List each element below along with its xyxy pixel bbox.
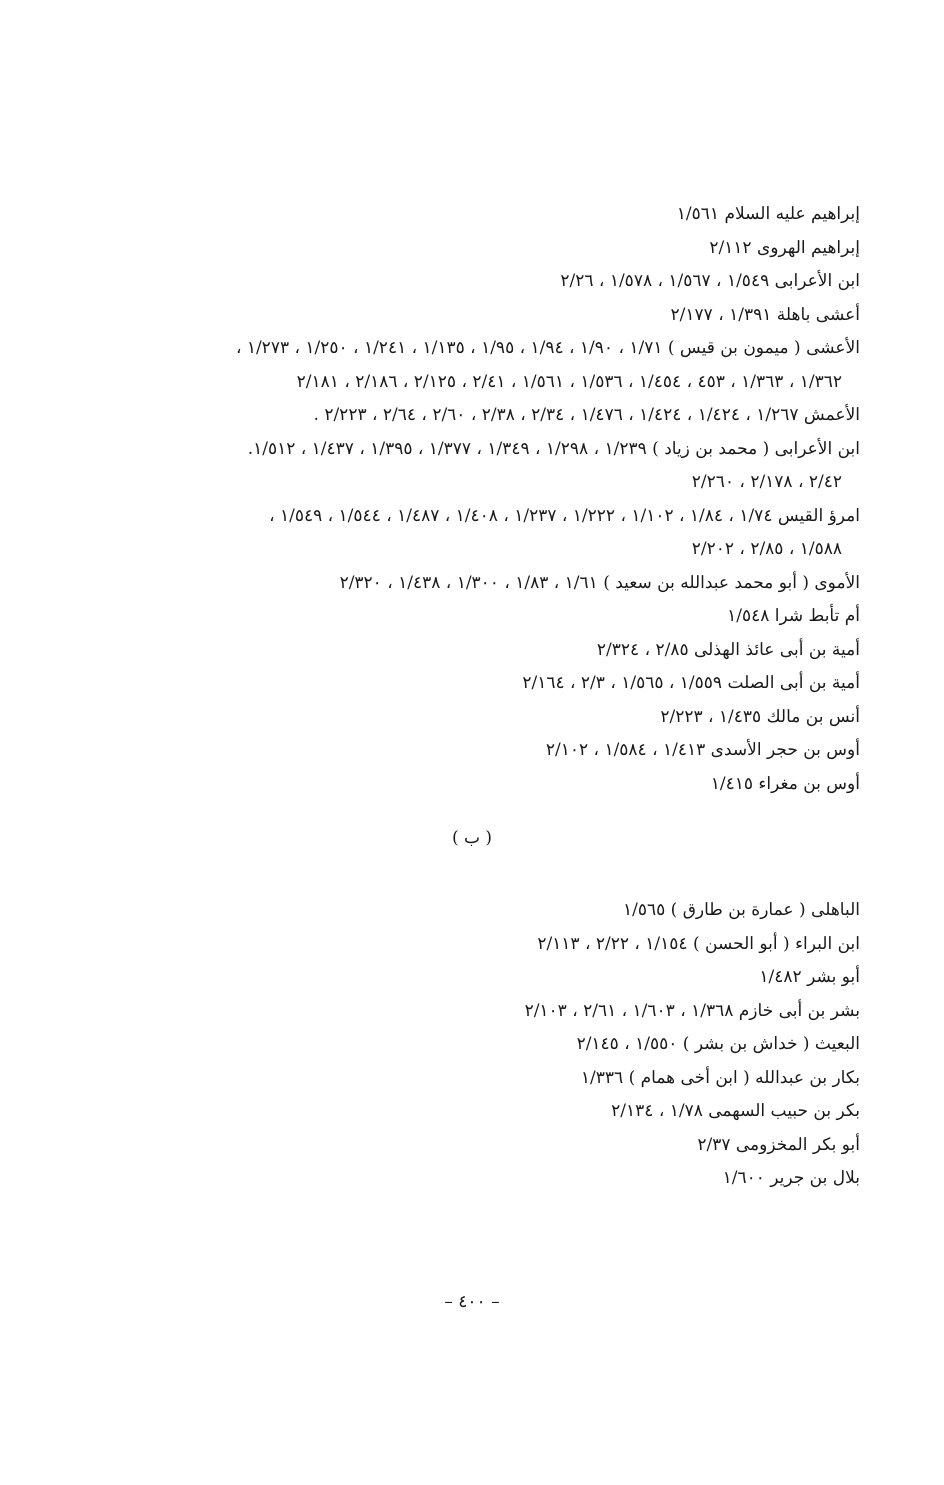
index-entry [105,961,860,995]
entry-text: امرؤ القيس ١/٧٤ ، ١/٨٤ ، ١/١٠٢ ، ١/٢٢٢ ، ١/٢٣٧ ، ١/٤٠٨ ، ١/٤٨٧ ، ١/٥٤٤ ، ١/٥٤٩ ، [269,505,860,526]
index-entry [105,1062,860,1096]
entry-text: ابن الأعرابى ( محمد بن زياد ) ١/٢٣٩ ، ١/٢٩٨ ، ١/٣٤٩ ، ١/٣٧٧ ، ١/٣٩٥ ، ١/٤٣٧ ، ١/٥١٢. [247,438,860,459]
entry-text: ابن البراء ( أبو الحسن ) ١/١٥٤ ، ٢/٢٢ ، ٢/١١٣ [537,933,860,954]
index-entry [105,1095,860,1129]
entry-text: أنس بن مالك ١/٤٣٥ ، ٢/٢٢٣ [660,706,860,727]
entry-continuation: ٢/٤٢ ، ٢/١٧٨ ، ٢/٢٦٠ [691,472,842,492]
entry-text: أوس بن مغراء ١/٤١٥ [710,773,860,794]
index-entry [105,701,860,735]
index-entry [105,1162,860,1196]
index-entry [105,198,860,232]
index-entry [105,232,860,266]
index-entry [105,500,860,567]
entry-text: بشر بن أبى خازم ١/٣٦٨ ، ١/٦٠٣ ، ٢/٦١ ، ٢/١٠٣ [524,1000,860,1021]
entry-text: الأموى ( أبو محمد عبدالله بن سعيد ) ١/٦١ ، ١/٨٣ ، ١/٣٠٠ ، ١/٤٣٨ ، ٢/٣٢٠ [339,572,860,593]
index-entry [105,768,860,802]
entry-continuation: ١/٣٦٢ ، ١/٣٦٣ ، ٤٥٣ ، ١/٤٥٤ ، ١/٥٣٦ ، ١/٥٦١ ، ٢/٤١ ، ٢/١٢٥ ، ٢/١٨٦ ، ٢/١٨١ [296,371,842,392]
entry-text: أبو بشر ١/٤٨٢ [759,967,860,987]
index-section-alif [105,198,860,801]
entry-text: بكار بن عبدالله ( ابن أخى همام ) ١/٣٣٦ [580,1067,860,1088]
page-number: – ٤٠٠ – [444,1292,500,1312]
entry-text: بلال بن جرير ١/٦٠٠ [722,1168,860,1188]
index-entry [105,299,860,333]
entry-text: ابن الأعرابى ١/٥٤٩ ، ١/٥٦٧ ، ١/٥٧٨ ، ٢/٢٦ [560,271,860,291]
entry-text: إبراهيم عليه السلام ١/٥٦١ [676,204,860,224]
index-entry [105,265,860,299]
entry-text: إبراهيم الهروى ٢/١١٢ [709,237,860,258]
entry-text: أوس بن حجر الأسدى ١/٤١٣ ، ١/٥٨٤ ، ٢/١٠٢ [545,740,860,760]
index-entry [105,600,860,634]
entry-text: البعيث ( خداش بن بشر ) ١/٥٥٠ ، ٢/١٤٥ [576,1034,860,1054]
entry-text: الباهلى ( عمارة بن طارق ) ١/٥٦٥ [623,900,860,920]
index-entry [105,332,860,399]
index-entry [105,928,860,962]
index-entry [105,1129,860,1163]
index-entry [105,995,860,1029]
entry-text: أعشى باهلة ١/٣٩١ ، ٢/١٧٧ [670,304,860,325]
index-entry [105,567,860,601]
section-heading-ba: ( ب ) [451,828,493,848]
entry-text: بكر بن حبيب السهمى ١/٧٨ ، ٢/١٣٤ [611,1101,860,1121]
index-section-ba [105,894,860,1196]
entry-text: أمية بن أبى عائذ الهذلى ٢/٨٥ ، ٢/٣٢٤ [596,639,860,660]
index-entry [105,634,860,668]
entry-text: أبو بكر المخزومى ٢/٣٧ [697,1134,860,1155]
entry-continuation: ١/٥٨٨ ، ٢/٨٥ ، ٢/٢٠٢ [691,539,842,559]
entry-text: الأعشى ( ميمون بن قيس ) ١/٧١ ، ١/٩٠ ، ١/٩٤ ، ١/٩٥ ، ١/١٣٥ ، ١/٢٤١ ، ١/٢٥٠ ، ١/٢٧٣ ، [235,338,860,358]
index-entry [105,894,860,928]
entry-text: أمية بن أبى الصلت ١/٥٥٩ ، ١/٥٦٥ ، ٢/٣ ، ٢/١٦٤ [522,673,860,693]
entry-text: أم تأبط شرا ١/٥٤٨ [727,606,860,626]
index-entry [105,433,860,500]
index-entry [105,1028,860,1062]
entry-text: الأعمش ١/٢٦٧ ، ١/٤٢٤ ، ١/٤٢٤ ، ١/٤٧٦ ، ٢/٣٤ ، ٢/٣٨ ، ٢/٦٠ ، ٢/٦٤ ، ٢/٢٢٣ . [313,405,860,425]
index-entry [105,734,860,768]
index-entry [105,399,860,433]
index-entry [105,667,860,701]
